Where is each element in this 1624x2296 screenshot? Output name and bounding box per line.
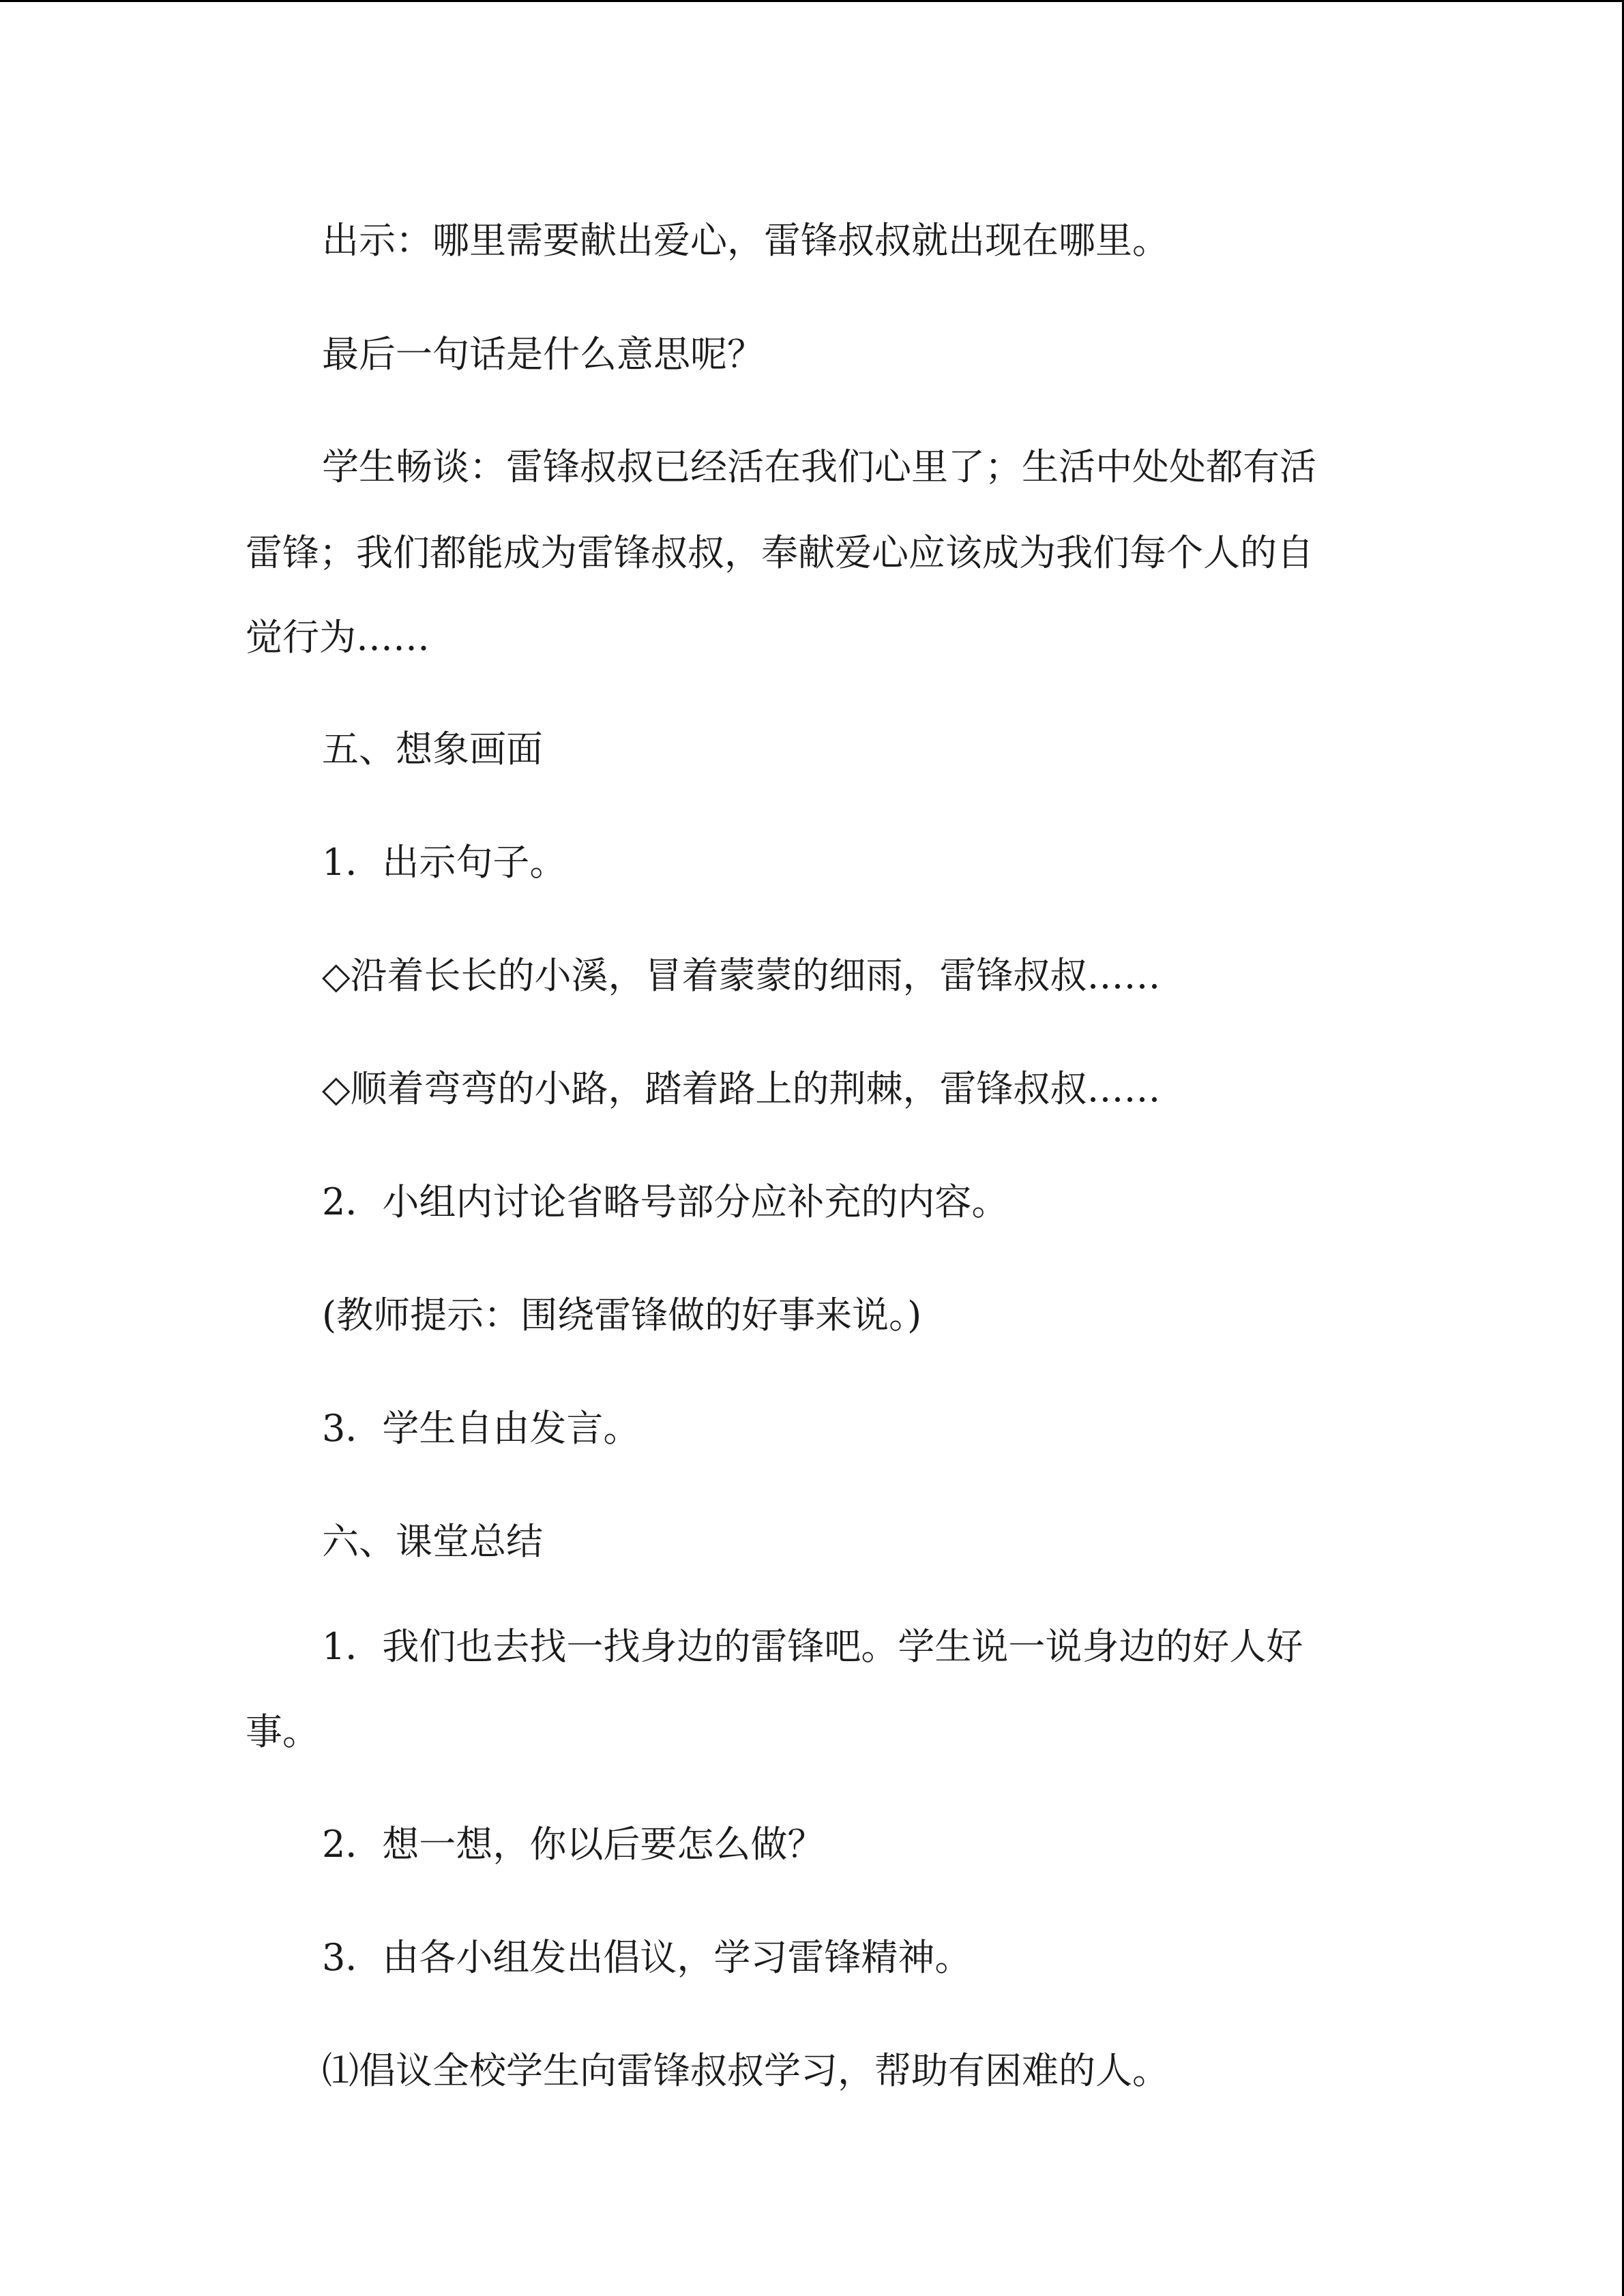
example-sentence-1: ◇沿着长长的小溪，冒着蒙蒙的细雨，雷锋叔叔…… bbox=[322, 954, 1161, 997]
paragraph-student-discussion-line-3: 觉行为…… bbox=[246, 616, 430, 659]
section-heading-five: 五、想象画面 bbox=[322, 728, 543, 771]
list-item-find-leifeng-line-2: 事。 bbox=[246, 1710, 319, 1753]
list-item-proposal: 3．由各小组发出倡议，学习雷锋精神。 bbox=[322, 1936, 972, 1979]
teacher-hint: (教师提示：围绕雷锋做的好事来说。) bbox=[322, 1294, 922, 1337]
list-item-group-discussion: 2．小组内讨论省略号部分应补充的内容。 bbox=[322, 1180, 1009, 1223]
section-heading-six: 六、课堂总结 bbox=[322, 1520, 543, 1563]
paragraph-question: 最后一句话是什么意思呢？ bbox=[322, 333, 764, 376]
paragraph-student-discussion-line-2: 雷锋；我们都能成为雷锋叔叔，奉献爱心应该成为我们每个人的自 bbox=[246, 531, 1314, 574]
paragraph-student-discussion-line-1: 学生畅谈：雷锋叔叔已经活在我们心里了；生活中处处都有活 bbox=[322, 445, 1316, 488]
example-sentence-2: ◇顺着弯弯的小路，踏着路上的荆棘，雷锋叔叔…… bbox=[322, 1067, 1161, 1110]
list-item-think: 2．想一想，你以后要怎么做？ bbox=[322, 1823, 825, 1866]
paragraph-show-sentence: 出示：哪里需要献出爱心，雷锋叔叔就出现在哪里。 bbox=[322, 219, 1169, 262]
sub-item-proposal-1: ⑴倡议全校学生向雷锋叔叔学习，帮助有困难的人。 bbox=[322, 2049, 1169, 2092]
list-item-show-sentences: 1．出示句子。 bbox=[322, 841, 567, 884]
list-item-find-leifeng-line-1: 1．我们也去找一找身边的雷锋吧。学生说一说身边的好人好 bbox=[322, 1625, 1303, 1668]
list-item-free-speech: 3．学生自由发言。 bbox=[322, 1407, 640, 1450]
